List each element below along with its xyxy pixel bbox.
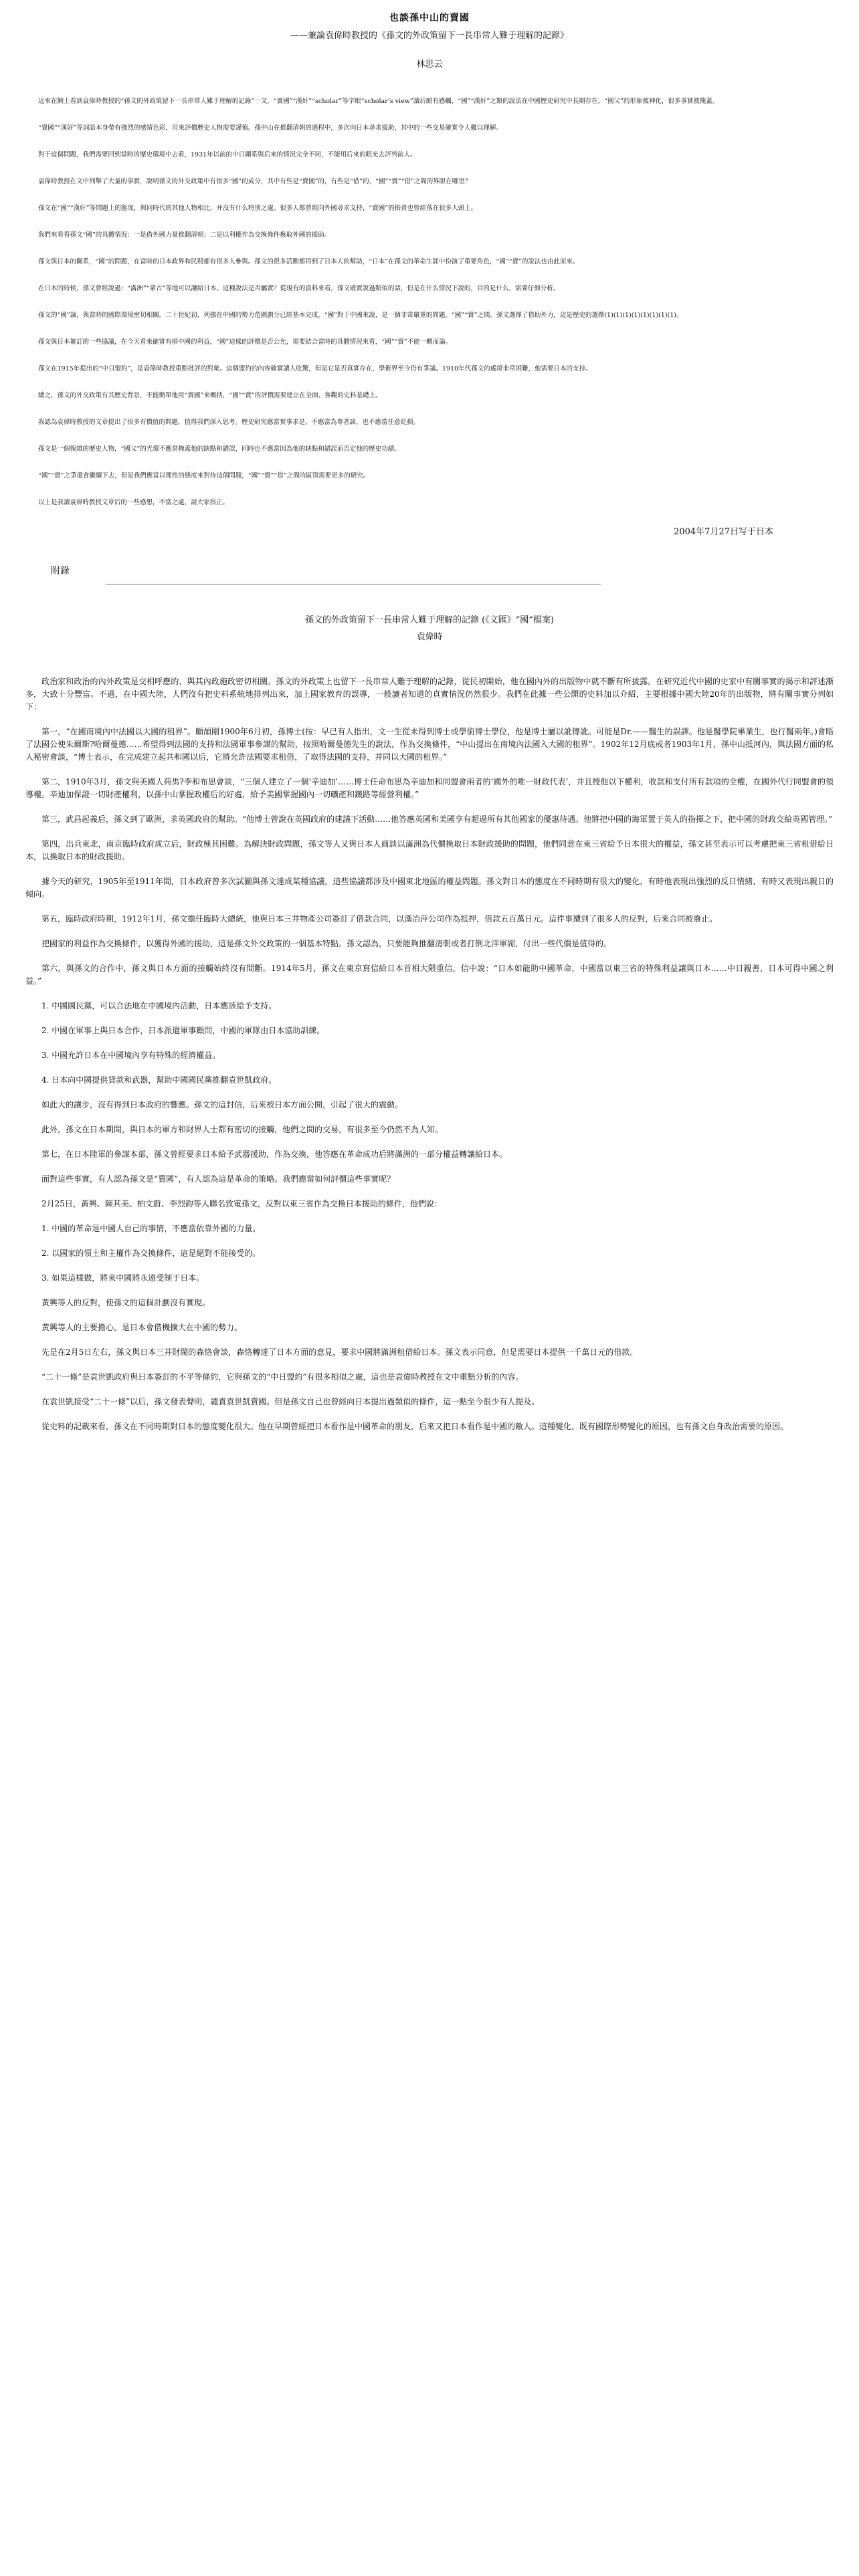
intro-paragraph: 在日本的時候，孫文曾經說過：“滿洲”“蒙古”等地可以讓給日本。這種說法是否屬實？從現有的資料來看，孫文確實說過類似的話，但是在什么情況下說的，目的是什么，需要仔細分析。 [38,285,560,292]
body-paragraph: 把國家的利益作為交換條件，以獲得外國的援助，這是孫文外交政策的一個基本特點。孫文認為，只要能夠推翻清朝或者打倒北洋軍閥，付出一些代價是值得的。 [41,939,612,948]
body-paragraph: 在袁世凱接受“二十一條”以后，孫文發表聲明，譴責袁世凱賣國。但是孫文自己也曾經向日本提出過類似的條件，這一點至今很少有人提及。 [41,1397,540,1406]
body-paragraph: 黃興等人的主要擔心，是日本會借機擴大在中國的勢力。 [41,1323,243,1332]
body-paragraph: 第七，在日本陸軍的參謀本部，孫文曾經要求日本給予武器援助，作為交換，他答應在革命成功后將滿洲的一部分權益轉讓給日本。 [41,1150,508,1159]
intro-paragraph: 總之，孫文的外交政策有其歷史背景，不能簡單地用“賣國”來概括，“國”“賣”的評價需要建立在全面、客觀的史料基礎上。 [38,392,382,399]
body-paragraph: 黃興等人的反對，使孫文的這個計劃沒有實現。 [41,1298,211,1307]
body-paragraph: 第六，與孫文的合作中，孫文與日本方面的接觸始終沒有間斷。1914年5月，孫文在東京寫信給日本首相大隈重信，信中說：“日本如能助中國革命，中國當以東三省的特殊利益讓與日本……中日親善，日本可得中國之利益。” [25,964,834,986]
body-paragraph: 2月25日，黃興、陳其美、柏文蔚、李烈鈞等人聯名致電孫文，反對以東三省作為交換日本援助的條件，他們說： [41,1199,442,1208]
intro-paragraph: 我認為袁偉時教授的文章提出了很多有價值的問題，值得我們深入思考。歷史研究應當實事求是，不應當為尊者諱，也不應當任意貶損。 [38,419,420,426]
appendix-title: 孫文的外政策留下一長串常人難于理解的記錄 (《文匯》“國”檔案) [304,615,555,625]
appendix-author: 袁偉時 [416,632,443,642]
intro-paragraph: 以上是我讀袁偉時教授文章后的一些感想，不當之處，請大家指正。 [38,499,229,506]
body-paragraph: 第一，“在國南境內中法國以大國的租界”。顧頡剛1900年6月初，孫博士(按：早已有人指出，文一生從未得到博士或學銜博士學位，他是博士屬以訛傳訛。可能是Dr.——醫生的誤譯。他是醫學院畢業生，也行醫兩年。)會晤了法國公使朱爾斯?哈爾曼德……希望得到法國的支持和法國軍事參謀的幫助，按照哈爾曼德先生的說法，作為交換條件，“中山提出在南境內法國入大國的租界”。1902年12月底或者1903年1月，孫中山抵河內，與法國方面的私人秘密會談，“博士表示，在完成建立起共和國以后，它將允許法國要求租借，了取得法國的支持，并同以大國的租界。” [25,727,834,762]
intro-paragraph: 孫文在1915年提出的“中日盟約”，是袁偉時教授重點批評的對象。這個盟約的內容確實讓人吃驚，但是它是否真實存在，學術界至今仍有爭議。1910年代孫文的處境非常困難，他需要日本的支持。 [38,365,592,372]
body-list-item: 2. 中國在軍事上與日本合作，日本派遣軍事顧問，中國的軍隊由日本協助訓練。 [41,1026,325,1035]
body-paragraph: 第四，出兵東北，南京臨時政府成立后，財政極其困難。為解決財政問題，孫文等人又與日本人商談以滿洲為代價換取日本財政援助的問題，他們同意在東三省給予日本很大的權益，孫文甚至表示可以考慮把東三省租借給日本，以換取日本的財政援助。 [25,839,834,861]
body-list-item: 2. 以國家的領土和主權作為交換條件，這是絕對不能接受的。 [41,1249,261,1258]
intro-paragraph: 孫文是一個復雜的歷史人物，“國父”的光環不應當掩蓋他的缺點和錯誤，同時也不應當因為他的缺點和錯誤而否定他的歷史功績。 [38,445,401,453]
body-paragraph: 第二，1910年3月，孫文與美國人荷馬?李和布思會談，“三個人建立了一個‘辛迪加’……博士任命布思為辛迪加和同盟會兩者的‘國外的唯一財政代表’，并且授他以下權利，收款和支付所有款項的全權，在國外代行同盟會的領導權。辛迪加保證一切財產權利，以孫中山掌握政權后的好處，給予美國掌握國內一切礦產和鐵路等經營利權。” [25,777,834,799]
intro-section [25,96,834,508]
body-paragraph: 面對這些事實，有人認為孫文是“賣國”，有人認為這是革命的策略。我們應當如何評價這些事實呢？ [41,1174,395,1184]
body-paragraph: “二十一條”是袁世凱政府與日本簽訂的不平等條約，它與孫文的“中日盟約”有很多相似之處，這也是袁偉時教授在文中重點分析的內容。 [41,1372,524,1382]
intro-paragraph: 孫文與日本簽訂的一些協議，在今天看來確實有損中國的利益，“國”這樣的評價是否公允，需要結合當時的具體情況來看，“國”“賣”不能一概而論。 [38,338,452,346]
intro-paragraph: 近來在網上看到袁偉時教授的“孫文的外政策留下一長串常人難于理解的記錄”一文，“賣國”“漢奸”“scholar”等字眼“scholar’s view”讀后頗有感觸，“國”“漢奸”之類的說法在中國歷史研究中長期存在，“國父”的形象被神化，很多事實被掩蓋。 [38,98,719,105]
body-paragraph: 第三，武昌起義后，孫文到了歐洲，求英國政府的幫助。“他博士曾說在英國政府的建議下活動……他答應英國和美國享有超過所有其他國家的優惠待遇。他將把中國的海軍置于英人的指揮之下，把中國的財政交給英國管理。” [41,815,833,824]
body-paragraph: 如此大的讓步，沒有得到日本政府的響應。孫文的這封信，后來被日本方面公開，引起了很大的震動。 [41,1100,403,1109]
intro-paragraph: “國”“賣”之爭還會繼續下去，但是我們應當以理性的態度來對待這個問題，“國”“賣”“借”之間的區別需要更多的研究。 [38,472,370,479]
appendix-body [25,675,834,1433]
intro-paragraph: 孫文與日本的關系，“國”的問題，在當時的日本政界和民間都有很多人參與。孫文的很多活動都得到了日本人的幫助，“日本”在孫文的革命生涯中扮演了重要角色，“國”“賣”的說法也由此而來。 [38,258,579,265]
signature-date: 2004年7月27日写于日本 [674,527,773,537]
intro-paragraph: 袁偉時教授在文中列舉了大量的事實，說明孫文的外交政策中有很多“國”的成分，其中有些是“賣國”的，有些是“借”的，“國”“賣”“借”之間的界限在哪里？ [38,178,472,185]
intro-paragraph: 孫文的“國”論，與當時的國際環境密切相關。二十世紀初，列強在中國的勢力范圍劃分已經基本完成，“國”對于中國來說，是一個非常嚴重的問題。“國”“賣”之間，孫文選擇了借助外力，這是歷史的選擇(1)(1)(1)(1)(1)(1)(1)(1)。 [38,312,683,319]
body-paragraph: 此外，孫文在日本期間，與日本的軍方和財界人士都有密切的接觸，他們之間的交易，有很多至今仍然不為人知。 [41,1125,444,1134]
page-title: 也談孫中山的賣國 [389,13,470,23]
body-paragraph: 據今天的研究，1905年至1911年間，日本政府曾多次試圖與孫文達成某種協議，這些協議都涉及中國東北地區的權益問題。孫文對日本的態度在不同時期有很大的變化，有時他表現出強烈的反日情緒，有時又表現出親日的傾向。 [25,877,834,899]
body-paragraph: 第五，臨時政府時期，1912年1月，孫文擔任臨時大總統，他與日本三井物產公司簽訂了借款合同，以漢冶萍公司作為抵押，借款五百萬日元。這件事遭到了很多人的反對，后來合同被廢止。 [41,914,718,924]
intro-paragraph: 我們來看看孫文“國”的具體情況：一是借外國力量推翻清朝；二是以利權作為交換條件換取外國的援助。 [38,231,331,239]
body-list-item: 1. 中國的革命是中國人自己的事情，不應當依靠外國的力量。 [41,1224,261,1233]
body-paragraph: 政治家和政治的內外政策是交相呼應的，與其內政施政密切相關。孫文的外政策上也留下一長串常人難于理解的記錄，從民初開始，他在國內外的出版物中就不斷有所披露。在研究近代中國的史家中有關事實的揭示和評述漸多，大致十分豐富。不過，在中國大陸，人們沒有把史料系統地排列出來，加上國家教育的誤導，一般讀者知道的真實情況仍然很少。我們在此據一些公開的史料加以介紹，主要根據中國大陸20年的出版物，將有關事實分列如下： [25,677,834,712]
body-list-item: 3. 中國允許日本在中國境內享有特殊的經濟權益。 [41,1051,221,1060]
page-subtitle: ——兼論袁偉時教授的《孫文的外政策留下一長串常人難于理解的記錄》 [290,31,569,41]
appendix-label: 附錄 [51,566,70,576]
intro-paragraph: 孫文在“國”“漢奸”等問題上的態度，與同時代的其他人物相比，并沒有什么特別之處。很多人都曾經向外國尋求支持，“賣國”的指責也曾經落在很多人頭上。 [38,205,478,212]
intro-paragraph: “賣國”“漢奸”等詞語本身帶有強烈的感情色彩，用來評價歷史人物需要謹慎。孫中山在推翻清朝的過程中，多次向日本尋求援助，其中的一些交易確實令人難以理解。 [38,124,502,132]
body-list-item: 1. 中國國民黨，可以合法地在中國境內活動，日本應該給予支持。 [41,1001,277,1010]
intro-paragraph: 對于這個問題，我們需要回到當時的歷史環境中去看，1931年以前的中日關系與后來的情況完全不同，不能用后來的眼光去評判前人。 [38,151,417,158]
body-list-item: 4. 日本向中國提供貸款和武器，幫助中國國民黨推翻袁世凱政府。 [41,1075,277,1085]
author-name: 林思云 [416,60,443,70]
body-paragraph: 先是在2月5日左右，孫文與日本三井財閥的森恪會談，森恪轉達了日本方面的意見，要求中國將滿洲租借給日本。孫文表示同意，但是需要日本提供一千萬日元的借款。 [41,1348,638,1357]
body-list-item: 3. 如果這樣做，將來中國將永遠受制于日本。 [41,1273,205,1283]
body-paragraph: 從史料的記載來看，孫文在不同時期對日本的態度變化很大。他在早期曾經把日本看作是中國革命的朋友，后來又把日本看作是中國的敵人。這種變化，既有國際形勢變化的原因，也有孫文自身政治需要的原因。 [41,1422,789,1431]
